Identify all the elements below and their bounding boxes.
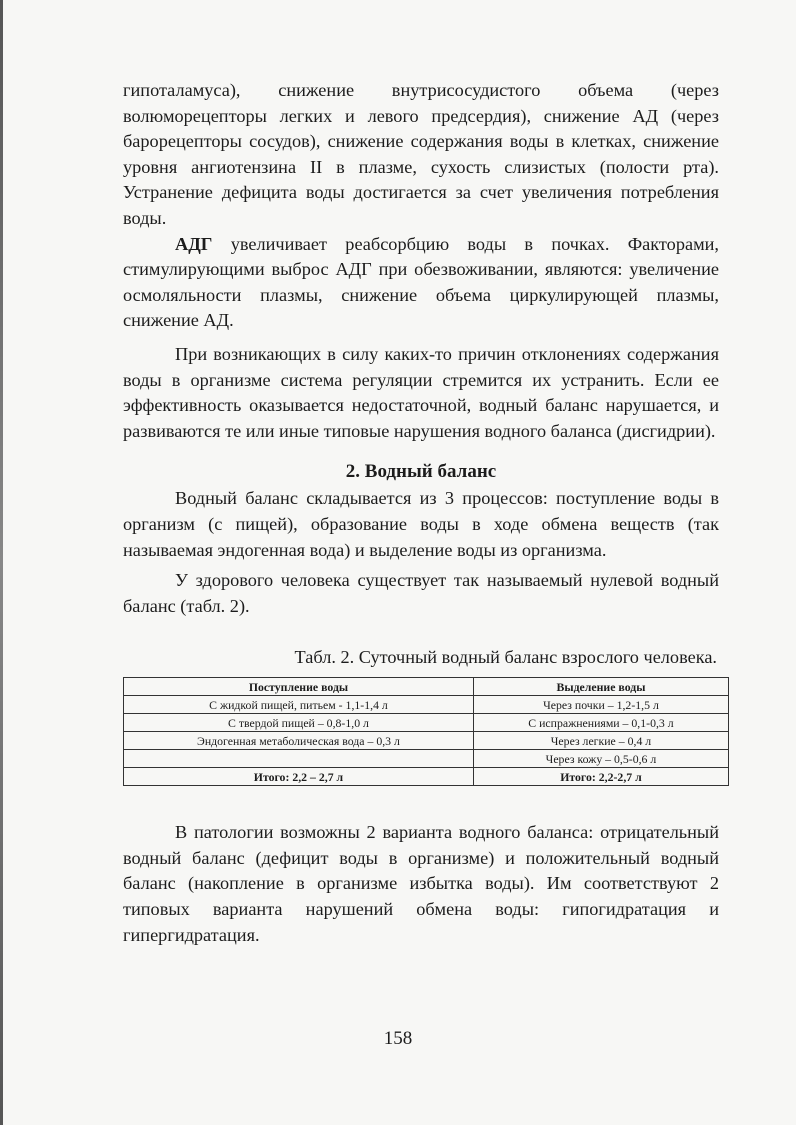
table-cell	[124, 750, 474, 768]
table-cell: Через легкие – 0,4 л	[473, 732, 728, 750]
table-cell: Через кожу – 0,5-0,6 л	[473, 750, 728, 768]
table-header-row	[124, 678, 729, 696]
paragraph-water-balance: Водный баланс складывается из 3 процессов: поступление воды в организм (с пищей), образование воды в ходе обмена веществ (так называемая эндогенная вода) и выделение воды из организма.	[123, 488, 719, 560]
paragraph-regulation: При возникающих в силу каких-то причин отклонениях содержания воды в организме система регуляции стремится их устранить. Если ее эффективность оказывается недостаточной, водный баланс нарушается, и развиваются те или иные типовые нарушения водного баланса (дисгидрии).	[123, 343, 719, 441]
page-edge-shadow	[0, 0, 3, 1125]
total-output: Итого: 2,2-2,7 л	[473, 768, 728, 786]
paragraph-pathology: В патологии возможны 2 варианта водного баланса: отрицательный водный баланс (дефицит воды в организме) и положительный водный баланс (накопление в организме избытка воды). Им соответствуют 2 типовых варианта нарушений обмена воды: гипогидратация и гипергидратация.	[123, 822, 719, 945]
paragraph-adh	[123, 232, 719, 334]
paragraph-zero-balance: У здорового человека существует так называемый нулевой водный баланс (табл. 2).	[123, 570, 719, 616]
page-number: 158	[383, 1028, 413, 1049]
table-row	[124, 696, 729, 714]
table-row	[124, 732, 729, 750]
table-row	[124, 750, 729, 768]
table-total-row	[124, 768, 729, 786]
table-cell: Эндогенная метаболическая вода – 0,3 л	[124, 732, 474, 750]
term-adh: АДГ	[175, 233, 213, 254]
table-cell: С твердой пищей – 0,8-1,0 л	[124, 714, 474, 732]
water-balance-table	[123, 677, 729, 786]
table-cell: С испражнениями – 0,1-0,3 л	[473, 714, 728, 732]
paragraph-adh-text: увеличивает реабсорбцию воды в почках. Факторами, стимулирующими выброс АДГ при обезвоживании, являются: увеличение осмоляльности плазмы, снижение объема циркулирующей плазмы, снижение АД.	[123, 233, 719, 331]
header-intake: Поступление воды	[124, 678, 474, 696]
table-row	[124, 714, 729, 732]
table-caption: Табл. 2. Суточный водный баланс взрослого человека.	[294, 647, 717, 668]
total-intake: Итого: 2,2 – 2,7 л	[124, 768, 474, 786]
table-cell: С жидкой пищей, питьем - 1,1-1,4 л	[124, 696, 474, 714]
header-output: Выделение воды	[473, 678, 728, 696]
section-heading: 2. Водный баланс	[345, 461, 497, 483]
paragraph-continuation: гипоталамуса), снижение внутрисосудистого объема (через волюморецепторы легких и левого предсердия), снижение АД (через барорецепторы сосудов), снижение содержания воды в клетках, снижение уровня ангиотензина II в плазме, сухость слизистых (полости рта). Устранение дефицита воды достигается за счет увеличения потребления воды.	[123, 80, 719, 228]
table-cell: Через почки – 1,2-1,5 л	[473, 696, 728, 714]
document-page	[123, 78, 719, 948]
